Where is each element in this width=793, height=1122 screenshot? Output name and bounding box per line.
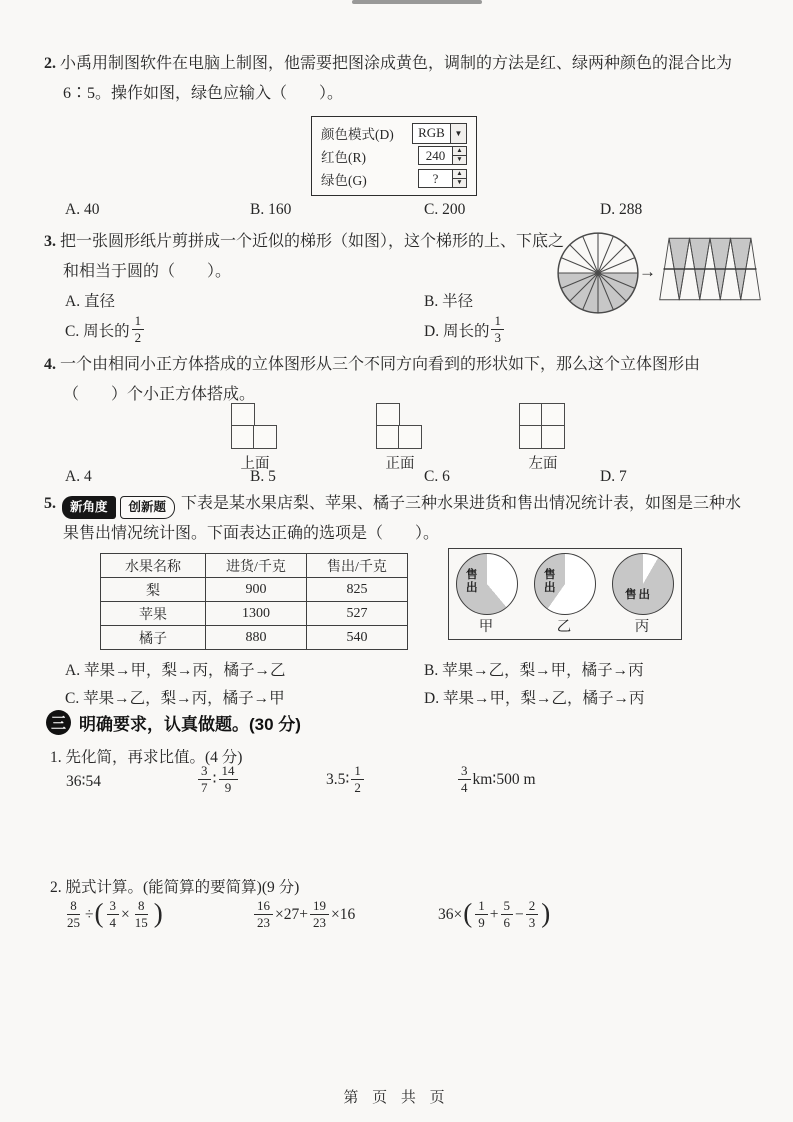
- ratio-expression-1: 36∶54: [66, 773, 102, 790]
- q4-option-a: A. 4: [65, 468, 92, 485]
- mode-label: 颜色模式(D): [321, 127, 394, 143]
- q2-option-a: A. 40: [65, 201, 100, 218]
- grid-cell: [231, 425, 255, 449]
- trapezoid-sectors-figure: [656, 232, 764, 306]
- view-label-front: 正面: [385, 456, 415, 472]
- table-header-cell: 售出/千克: [307, 554, 408, 578]
- spinner-down-icon: ▼: [456, 156, 463, 164]
- q4-option-d: D. 7: [600, 468, 627, 485]
- spinner-up-icon: ▲: [453, 170, 466, 179]
- spinner-up-icon: ▲: [453, 147, 466, 156]
- pie-name-jia: 甲: [478, 619, 494, 635]
- q5-option-c: C. 苹果→乙，梨→丙，橘子→甲: [65, 690, 285, 707]
- mode-value: RGB: [418, 124, 445, 140]
- q3-option-a: A. 直径: [65, 293, 115, 310]
- grid-cell: [541, 425, 565, 449]
- ratio-expression-3: 3.5∶ $\frac{1}{2}$: [326, 763, 366, 797]
- grid-cell: [231, 403, 255, 427]
- s3-q1-title: 1. 先化简，再求比值。(4 分): [50, 749, 243, 766]
- spinner-down-icon: ▼: [456, 178, 463, 186]
- s3-q2-title: 2. 脱式计算。(能简算的要简算)(9 分): [50, 879, 300, 896]
- pie-name-yi: 乙: [556, 619, 572, 635]
- table-header-cell: 水果名称: [101, 554, 206, 578]
- spinner-arrows: [453, 169, 467, 188]
- question-3-line2: 和相当于圆的（ ）。: [63, 263, 232, 280]
- table-row: [101, 626, 408, 650]
- red-value: 240: [418, 146, 453, 165]
- table-cell: 540: [307, 626, 408, 650]
- q4-option-c: C. 6: [424, 468, 450, 485]
- q5-option-d: D. 苹果→甲，梨→乙，橘子→丙: [424, 690, 645, 707]
- pie-chart-yi: [534, 553, 596, 615]
- question-5-line2: 果售出情况统计图。下面表达正确的选项是（ ）。: [63, 525, 440, 542]
- fruit-table: [100, 553, 408, 650]
- page-footer: 第 页 共 页: [343, 1090, 450, 1106]
- badge-innovation: 创新题: [120, 496, 176, 519]
- calc-expression-1: $\frac{8}{25}$ ÷ ( $\frac{3}{4}$ × $\frac{8}{15}$ ): [67, 898, 163, 931]
- red-spinner: [418, 146, 467, 165]
- q2-option-c: C. 200: [424, 201, 466, 218]
- table-cell: 梨: [101, 578, 206, 602]
- table-header-cell: 进货/千克: [206, 554, 307, 578]
- grid-cell: [398, 425, 422, 449]
- mode-dropdown: [412, 123, 467, 144]
- grid-cell: [541, 403, 565, 427]
- scan-smudge: [352, 0, 482, 4]
- q4-option-b: B. 5: [250, 468, 276, 485]
- pie-label: 售出: [625, 589, 652, 601]
- table-cell: 825: [307, 578, 408, 602]
- table-row: [101, 578, 408, 602]
- pie-chart-panel: [448, 548, 682, 640]
- question-5-line1: 5. 新角度 创新题 下表是某水果店梨、苹果、橘子三种水果进货和售出情况统计表，如图是三种水: [44, 492, 741, 519]
- red-label: 红色(R): [321, 149, 366, 165]
- table-header-row: [101, 554, 408, 578]
- question-5-number: 5.: [44, 495, 56, 512]
- question-badges: [62, 496, 175, 519]
- question-2-line2: 6∶5。操作如图，绿色应输入（ ）。: [63, 85, 344, 102]
- table-cell: 苹果: [101, 602, 206, 626]
- question-4-line1: 4. 一个由相同小正方体搭成的立体图形从三个不同方向看到的形状如下，那么这个立体图形由: [44, 356, 701, 373]
- badge-new-angle: 新角度: [62, 496, 116, 519]
- table-cell: 橘子: [101, 626, 206, 650]
- green-value: ?: [418, 169, 453, 188]
- green-spinner: [418, 169, 467, 188]
- dialog-row-mode: [321, 122, 467, 144]
- section-three-icon: 三: [46, 710, 71, 735]
- pie-chart-jia: [456, 553, 518, 615]
- table-cell: 880: [206, 626, 307, 650]
- grid-cell: [376, 403, 400, 427]
- section-three-title: 明确要求，认真做题。(30 分): [79, 715, 301, 734]
- table-cell: 527: [307, 602, 408, 626]
- q3-option-d: D. 周长的 $\frac{1}{3}$: [424, 313, 506, 347]
- grid-cell: [253, 425, 277, 449]
- pie-name-bing: 丙: [634, 619, 650, 635]
- arrow-right-icon: →: [639, 262, 656, 281]
- grid-cell: [376, 425, 400, 449]
- dialog-row-green: [321, 168, 467, 190]
- question-4-number: 4.: [44, 356, 56, 373]
- dropdown-arrow-icon: ▼: [450, 124, 466, 143]
- view-figure-top: [231, 403, 279, 451]
- grid-cell: [519, 425, 543, 449]
- q2-option-b: B. 160: [250, 201, 292, 218]
- question-3-number: 3.: [44, 233, 56, 250]
- green-label: 绿色(G): [321, 172, 367, 188]
- spinner-arrows: [453, 146, 467, 165]
- q3-option-b: B. 半径: [424, 293, 474, 310]
- question-4-line2: （ ）个小正方体搭成。: [63, 386, 256, 403]
- table-cell: 1300: [206, 602, 307, 626]
- view-label-top: 上面: [240, 456, 270, 472]
- view-figure-left: [519, 403, 567, 451]
- dialog-row-red: [321, 145, 467, 167]
- pie-chart-bing: [612, 553, 674, 615]
- question-3-line1: 3. 把一张圆形纸片剪拼成一个近似的梯形（如图），这个梯形的上、下底之: [44, 233, 565, 250]
- q2-option-d: D. 288: [600, 201, 643, 218]
- pie-label: 售出: [544, 569, 556, 595]
- circle-sectors-figure: [556, 231, 640, 315]
- pie-label: 售出: [466, 569, 478, 595]
- view-figure-front: [376, 403, 424, 451]
- ratio-expression-4: $\frac{3}{4}$ km∶500 m: [456, 763, 536, 797]
- calc-expression-2: $\frac{16}{23}$ ×27+ $\frac{19}{23}$ ×16: [252, 898, 355, 932]
- table-cell: 900: [206, 578, 307, 602]
- section-three-heading: [46, 710, 301, 735]
- table-row: [101, 602, 408, 626]
- question-2-number: 2.: [44, 55, 56, 72]
- view-label-left: 左面: [528, 456, 558, 472]
- calc-expression-3: 36× ( $\frac{1}{9}$ + $\frac{5}{6}$ − $\frac{2}{3}$ ): [438, 898, 551, 931]
- color-mode-dialog: [311, 116, 477, 196]
- q3-option-c: C. 周长的 $\frac{1}{2}$: [65, 313, 146, 347]
- q5-option-a: A. 苹果→甲，梨→丙，橘子→乙: [65, 662, 286, 679]
- ratio-expression-2: $\frac{3}{7}$ ∶ $\frac{14}{9}$: [196, 763, 240, 797]
- grid-cell: [519, 403, 543, 427]
- question-2-line1: 2. 小禹用制图软件在电脑上制图，他需要把图涂成黄色，调制的方法是红、绿两种颜色的混合比为: [44, 55, 733, 72]
- q5-option-b: B. 苹果→乙，梨→甲，橘子→丙: [424, 662, 644, 679]
